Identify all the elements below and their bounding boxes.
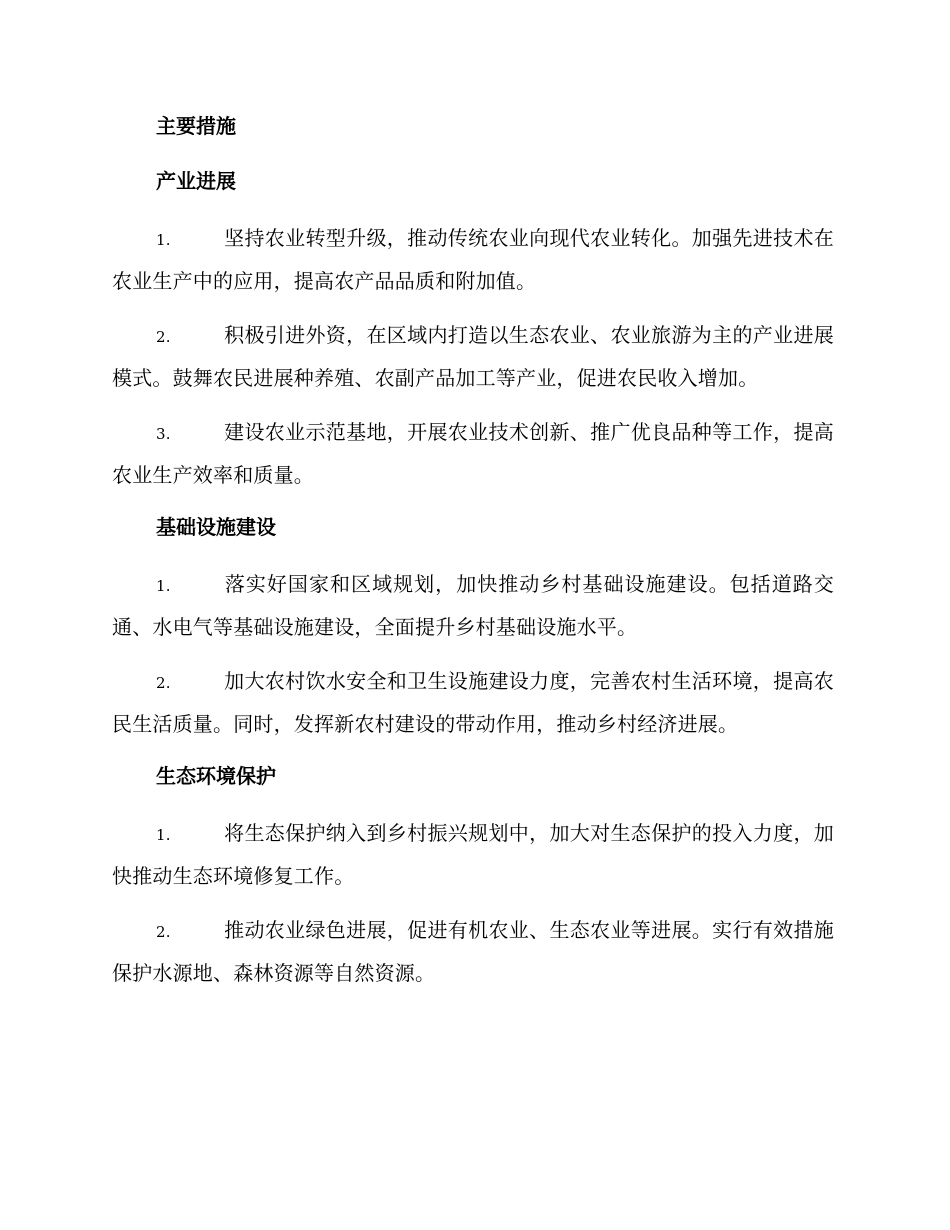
item-text: 将生态保护纳入到乡村振兴规划中，加大对生态保护的投入力度，加快推动生态环境修复工作。 xyxy=(112,821,834,888)
list-item xyxy=(112,813,834,897)
item-text: 落实好国家和区域规划，加快推动乡村基础设施建设。包括道路交通、水电气等基础设施建设，全面提升乡村基础设施水平。 xyxy=(112,572,834,639)
section-heading: 产业进展 xyxy=(156,169,236,193)
item-number: 2. xyxy=(156,923,171,941)
item-number: 1. xyxy=(156,826,171,844)
item-number: 2. xyxy=(156,328,171,346)
list-item xyxy=(112,661,834,745)
item-number: 1. xyxy=(156,231,171,249)
section-heading: 基础设施建设 xyxy=(156,515,276,539)
list-item xyxy=(112,910,834,994)
document-title: 主要措施 xyxy=(156,114,236,138)
item-number: 2. xyxy=(156,674,171,692)
list-item xyxy=(112,564,834,648)
section-ecology xyxy=(112,758,834,994)
document-page xyxy=(112,108,834,1007)
list-item xyxy=(112,412,834,496)
list-item xyxy=(112,218,834,302)
item-number: 1. xyxy=(156,577,171,595)
list-item xyxy=(112,315,834,399)
section-industry xyxy=(112,163,834,496)
section-heading: 生态环境保护 xyxy=(156,764,276,788)
item-text: 建设农业示范基地，开展农业技术创新、推广优良品种等工作，提高农业生产效率和质量。 xyxy=(112,420,834,487)
item-text: 推动农业绿色进展，促进有机农业、生态农业等进展。实行有效措施保护水源地、森林资源等自然资源。 xyxy=(112,918,834,985)
item-text: 积极引进外资，在区域内打造以生态农业、农业旅游为主的产业进展模式。鼓舞农民进展种养殖、农副产品加工等产业，促进农民收入增加。 xyxy=(112,323,834,390)
section-infrastructure xyxy=(112,509,834,745)
item-number: 3. xyxy=(156,425,171,443)
item-text: 坚持农业转型升级，推动传统农业向现代农业转化。加强先进技术在农业生产中的应用，提高农产品品质和附加值。 xyxy=(112,226,834,293)
item-text: 加大农村饮水安全和卫生设施建设力度，完善农村生活环境，提高农民生活质量。同时，发挥新农村建设的带动作用，推动乡村经济进展。 xyxy=(112,669,834,736)
